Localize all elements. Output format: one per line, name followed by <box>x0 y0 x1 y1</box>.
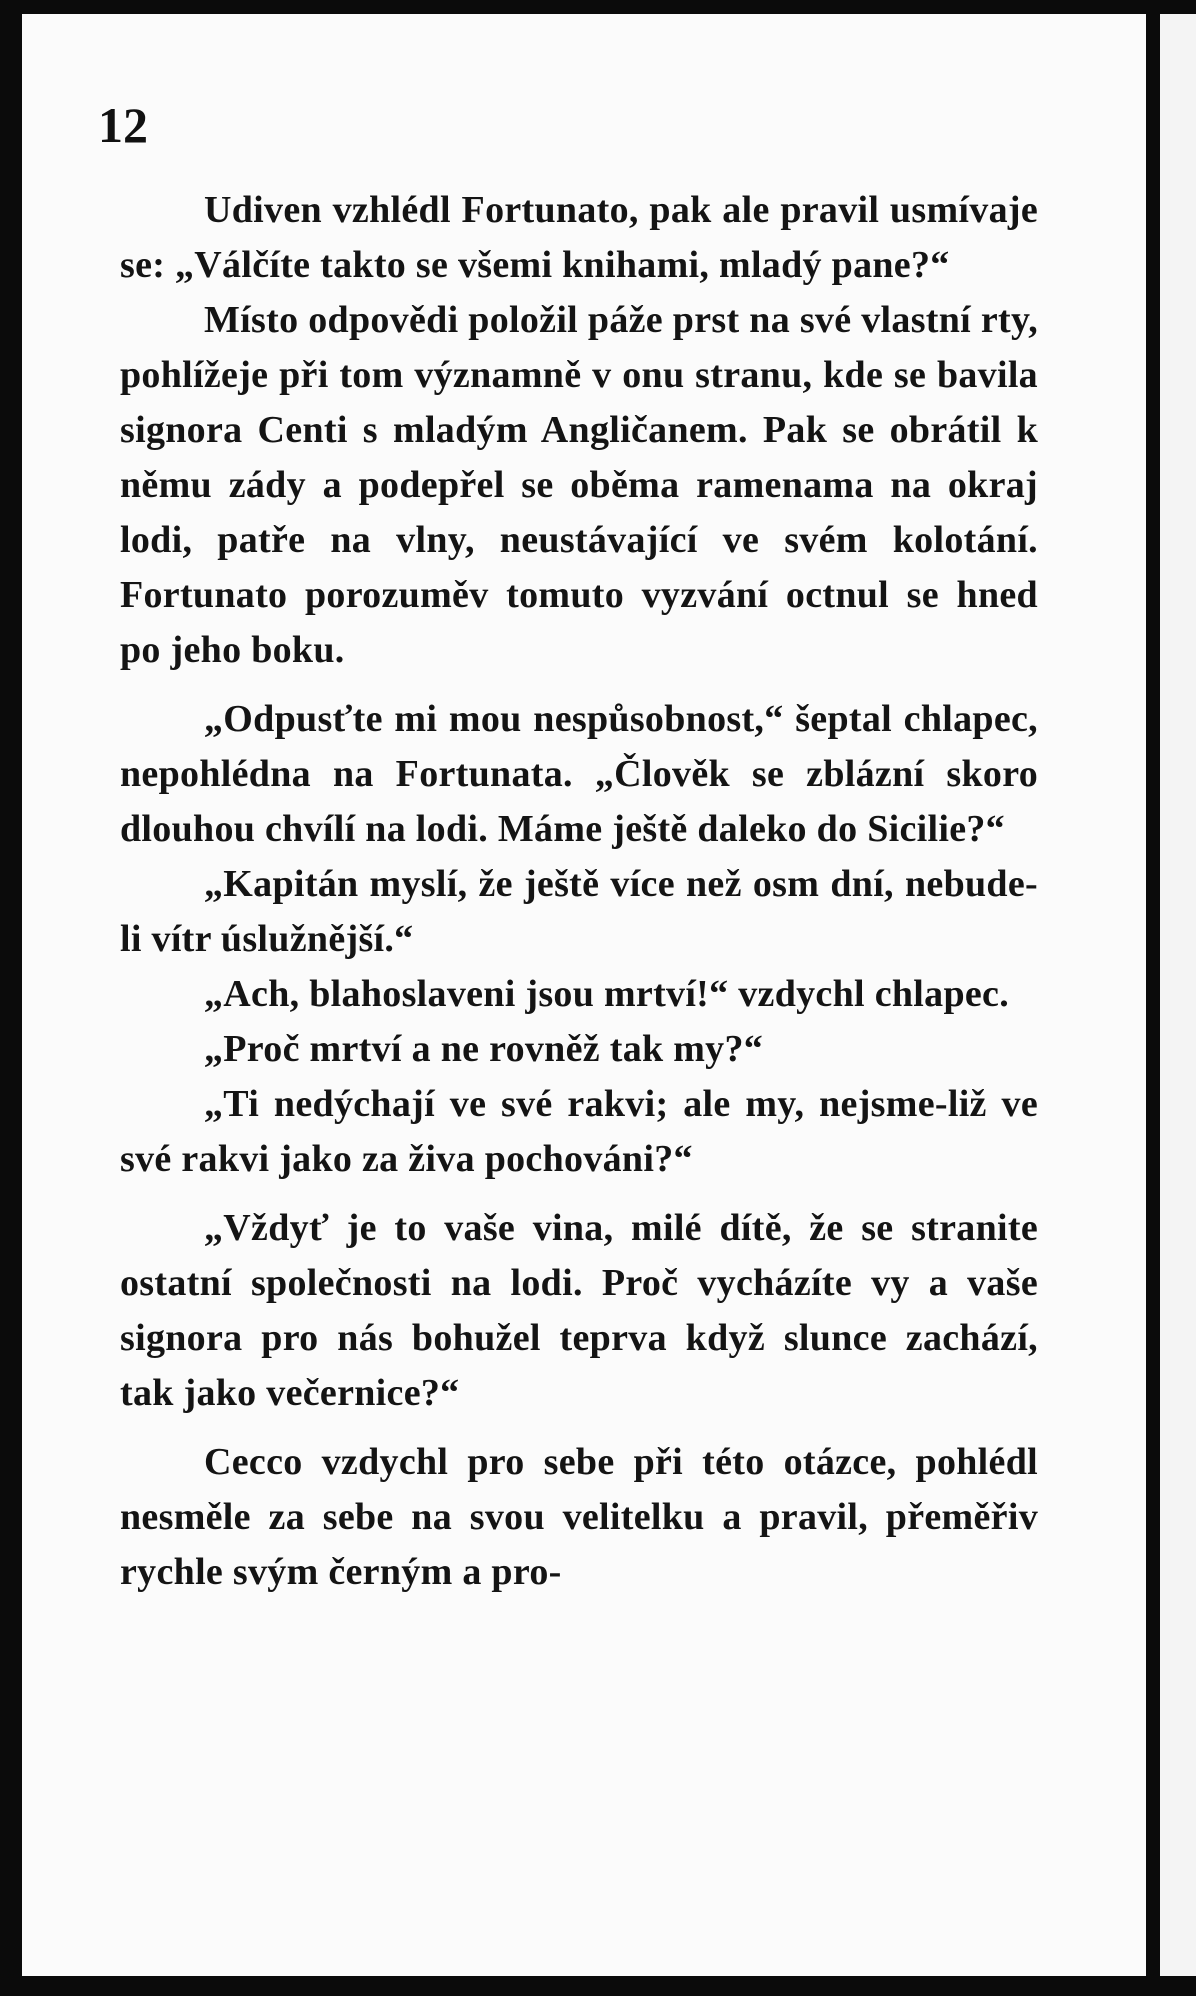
paragraph: Cecco vzdychl pro sebe při této otázce, pohlédl nesměle za sebe na svou velitelku a pravil, přeměřiv rychle svým černým a pro- <box>120 1441 1038 1593</box>
page-text <box>120 183 1038 1600</box>
page-number: 12 <box>98 97 148 153</box>
paragraph: „Vždyť je to vaše vina, milé dítě, že se stranite ostatní společnosti na lodi. Proč vycházíte vy a vaše signora pro nás bohužel teprva když slunce zachází, tak jako večernice?“ <box>120 1207 1038 1414</box>
paragraph: Udiven vzhlédl Fortunato, pak ale pravil usmívaje se: „Válčíte takto se všemi knihami, mladý pane?“ <box>120 189 1038 286</box>
paragraph: „Kapitán myslí, že ještě více než osm dní, nebude-li vítr úslužnější.“ <box>120 863 1038 960</box>
adjacent-page-edge <box>1160 14 1196 1976</box>
paragraph: Místo odpovědi položil páže prst na své vlastní rty, pohlížeje při tom významně v onu stranu, kde se bavila signora Centi s mladým Angličanem. Pak se obrátil k němu zády a podepřel se oběma ramenama na okraj lodi, patře na vlny, neustávající ve svém kolotání. Fortunato porozuměv tomuto vyzvání octnul se hned po jeho boku. <box>120 299 1038 671</box>
paragraph: „Proč mrtví a ne rovněž tak my?“ <box>204 1028 764 1070</box>
paragraph: „Ach, blahoslaveni jsou mrtví!“ vzdychl chlapec. <box>204 973 1010 1015</box>
paragraph: „Odpusťte mi mou nespůsobnost,“ šeptal chlapec, nepohlédna na Fortunata. „Člověk se zblázní skoro dlouhou chvílí na lodi. Máme ještě daleko do Sicilie?“ <box>120 698 1038 850</box>
paragraph: „Ti nedýchají ve své rakvi; ale my, nejsme-liž ve své rakvi jako za živa pochováni?“ <box>120 1083 1038 1180</box>
